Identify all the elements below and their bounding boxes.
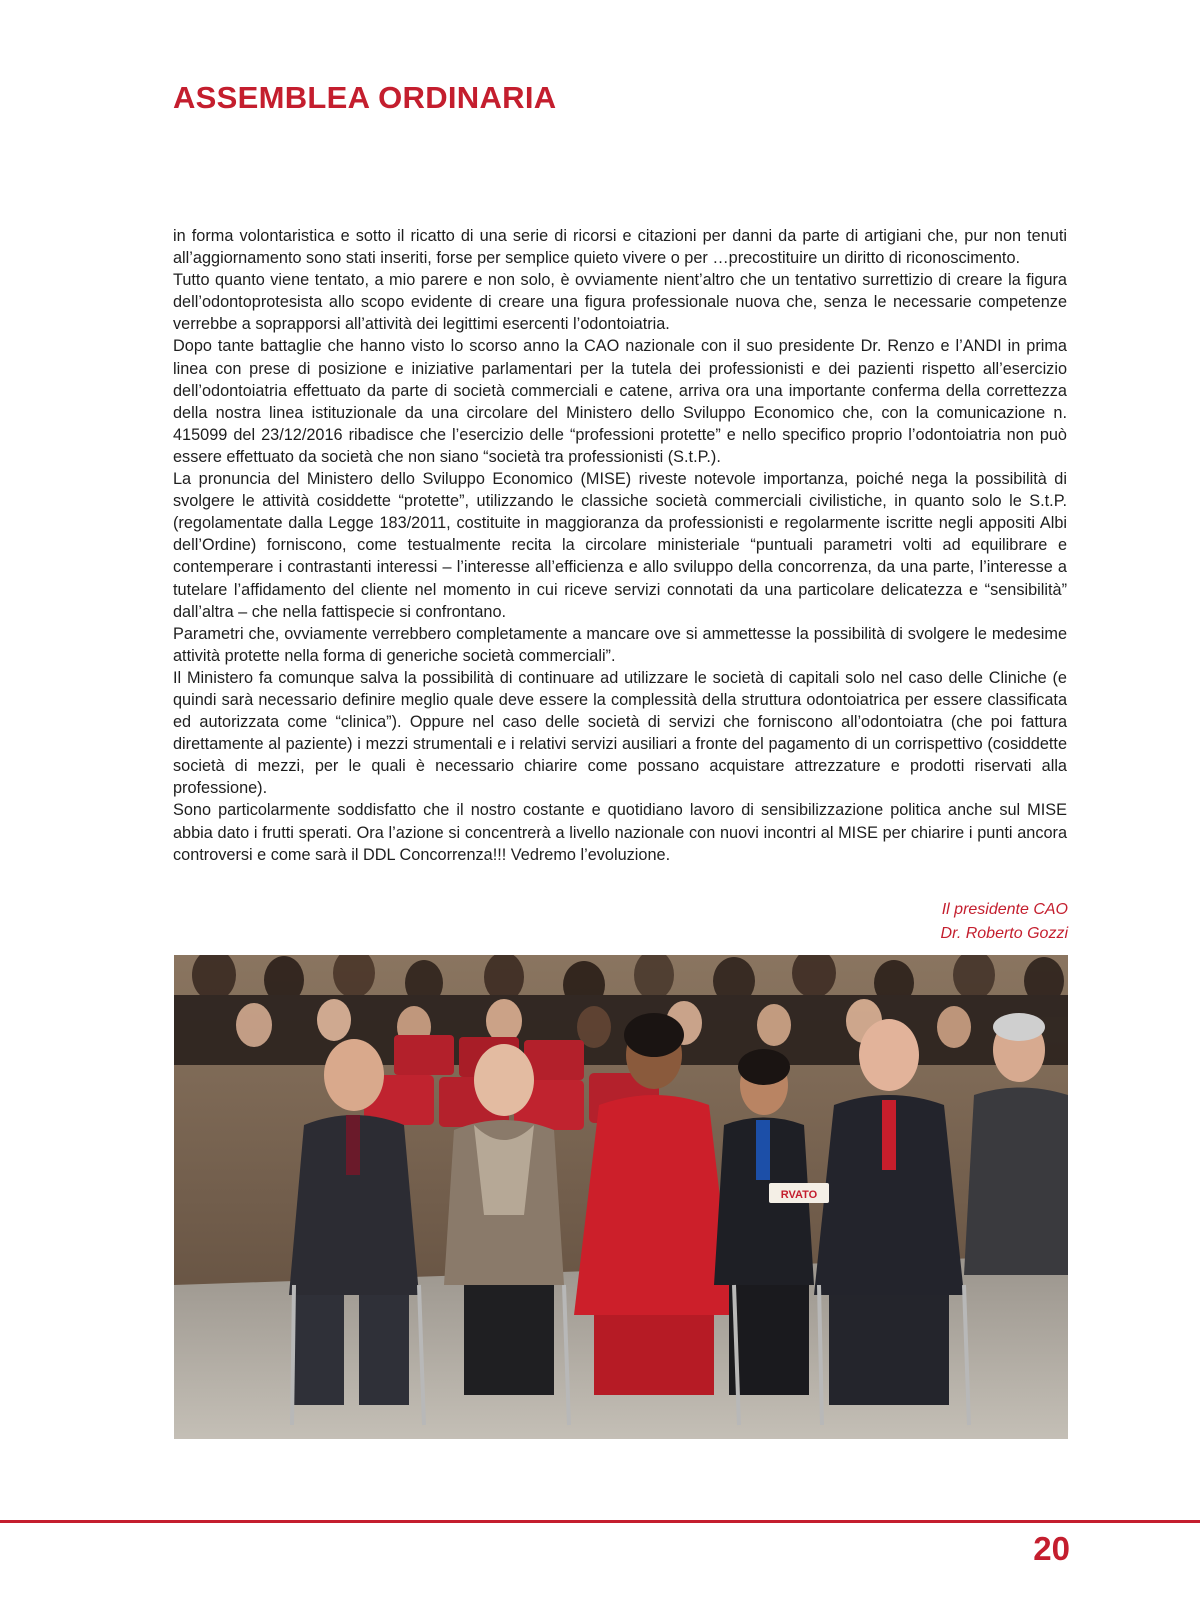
footer-divider: [0, 1520, 1200, 1523]
paragraph-7: Sono particolarmente soddisfatto che il nostro costante e quotidiano lavoro di sensibilizzazione politica anche sul MISE abbia dato i frutti sperati. Ora l’azione si concentrerà a livello nazionale con nuovi incontri al MISE per chiarire i punti ancora controversi e come sarà il DDL Concorrenza!!! Vedremo l’evoluzione.: [173, 801, 1067, 864]
paragraph-2: Tutto quanto viene tentato, a mio parere e non solo, è ovviamente nient’altro che un tentativo surrettizio di creare la figura dell’odontoprotesista allo scopo evidente di creare una figura professionale nuova che, senza le necessarie competenze verrebbe a soprapporsi all’attività dei legittimi esercenti l’odontoiatria.: [173, 271, 1067, 334]
paragraph-3: Dopo tante battaglie che hanno visto lo scorso anno la CAO nazionale con il suo presidente Dr. Renzo e l’ANDI in prima linea con prese di posizione e iniziative parlamentari per la tutela dei professionisti e dei pazienti rispetto all’esercizio dell’odontoiatria effettuato da parte di società commerciali e catene, arriva ora una importante conferma della correttezza della nostra linea istituzionale da una circolare del Ministero dello Sviluppo Economico che, con la comunicazione n. 415099 del 23/12/2016 ribadisce che l’esercizio delle “professioni protette” e nello specifico proprio l’odontoiatria non può essere effettuato da società che non siano “società tra professionisti (S.t.P.).: [173, 337, 1067, 466]
signature-name: Dr. Roberto Gozzi: [940, 925, 1068, 942]
paragraph-6: Il Ministero fa comunque salva la possibilità di continuare ad utilizzare le società di capitali solo nel caso delle Cliniche (e quindi sarà necessario definire meglio quale deve essere la complessità della struttura odontoiatrica per essere classificata ed autorizzata come “clinica”). Oppure nel caso delle società di servizi che forniscono all’odontoiatra (che poi fattura direttamente al paziente) i mezzi strumentali e i relativi servizi ausiliari a fronte del pagamento di un corrispettivo (cosiddette società di mezzi, per le quali è necessario chiarire come possano acquistare attrezzature e prodotti riservati alla professione).: [173, 668, 1067, 798]
page-title: ASSEMBLEA ORDINARIA: [173, 80, 557, 115]
article-body: [173, 225, 1067, 866]
audience-photo: [174, 955, 1068, 1439]
signature-block: [941, 898, 1068, 946]
signature-role: Il presidente CAO: [941, 901, 1068, 918]
page-number: 20: [1033, 1530, 1070, 1567]
paragraph-4: La pronuncia del Ministero dello Sviluppo Economico (MISE) riveste notevole importanza, poiché nega la possibilità di svolgere le attività cosiddette “protette”, utilizzando le classiche società commerciali civilistiche, in quanto solo le S.t.P. (regolamentate dalla Legge 183/2011, costituite in maggioranza da professionisti e regolarmente iscritte negli appositi Albi dell’Ordine) forniscono, come testualmente recita la circolare ministeriale “puntuali parametri volti ad equilibrare e contemperare i contrastanti interessi – l’interesse all’efficienza e allo sviluppo della concorrenza, da una parte, l’interesse a tutelare l’affidamento del cliente nel momento in cui riceve servizi connotati da una particolare delicatezza e “sensibilità” dall’altra – che nella fattispecie si confrontano.: [173, 470, 1067, 621]
paragraph-1: in forma volontaristica e sotto il ricatto di una serie di ricorsi e citazioni per danni da parte di artigiani che, pur non tenuti all’aggiornamento sono stati inseriti, forse per semplice quieto vivere o per …precostituire un diritto di riconoscimento.: [173, 227, 1067, 268]
photo-badge-text: RVATO: [780, 1189, 818, 1201]
paragraph-5: Parametri che, ovviamente verrebbero completamente a mancare ove si ammettesse la possibilità di svolgere le medesime attività protette nella forma di generiche società commerciali”.: [173, 624, 1067, 665]
